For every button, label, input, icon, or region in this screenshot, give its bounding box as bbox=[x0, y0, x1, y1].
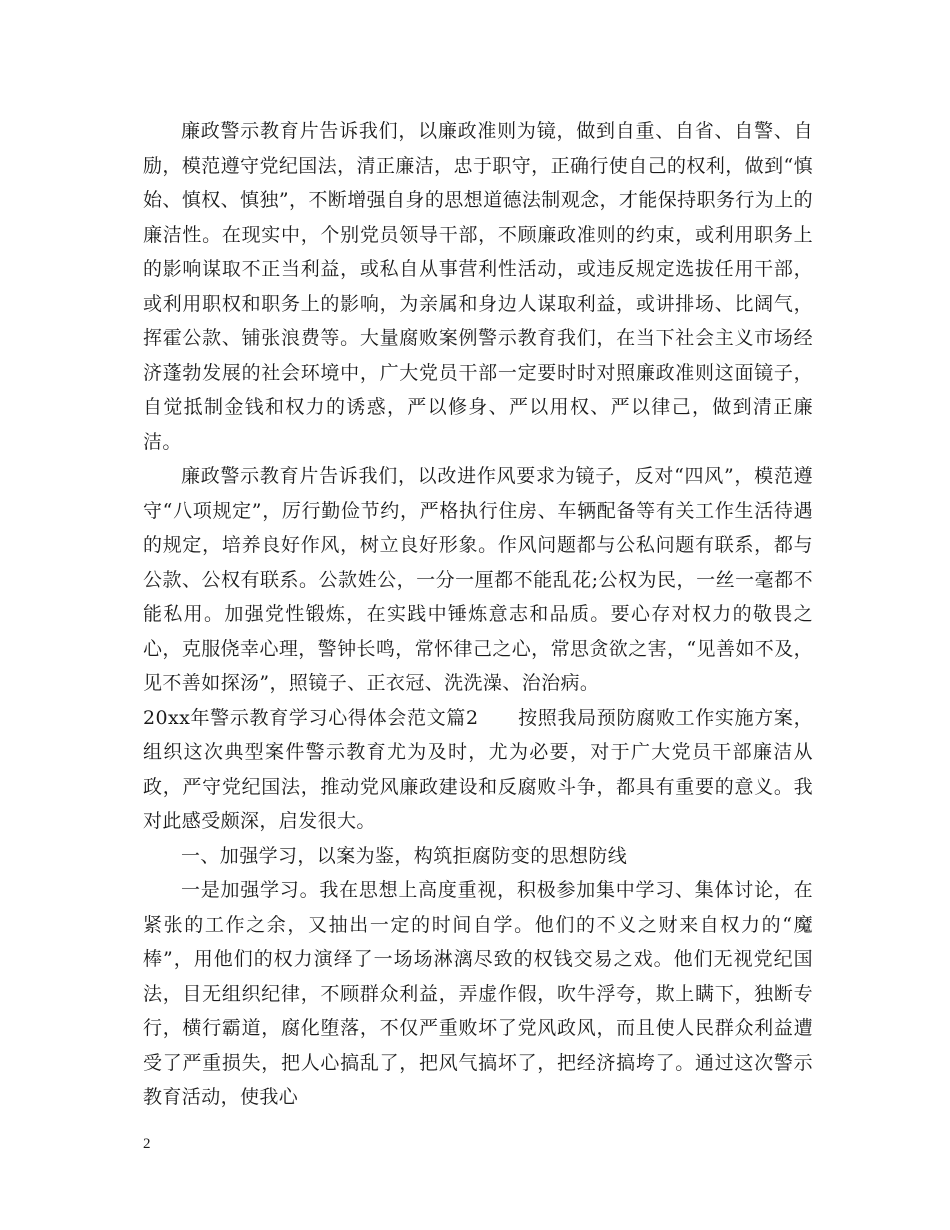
page-number: 2 bbox=[143, 1136, 151, 1152]
document-body bbox=[143, 114, 813, 1115]
section-heading-study: 一、加强学习，以案为鉴，构筑拒腐防变的思想防线 bbox=[181, 844, 628, 867]
paragraph-study: 一是加强学习。我在思想上高度重视，积极参加集中学习、集体讨论，在紧张的工作之余，又抽出一定的时间自学。他们的不义之财来自权力的“魔棒”，用他们的权力演绎了一场场淋漓尽致的权钱交易之戏。他们无视党纪国法，目无组织纪律，不顾群众利益，弄虚作假，吹牛浮夸，欺上瞒下，独断专行，横行霸道，腐化堕落，不仅严重败坏了党风政风，而且使人民群众利益遭受了严重损失，把人心搞乱了，把风气搞坏了，把经济搞垮了。通过这次警示教育活动，使我心 bbox=[143, 879, 813, 1108]
paragraph-mirror-style: 廉政警示教育片告诉我们，以改进作风要求为镜子，反对“四风”，模范遵守“八项规定”，厉行勤俭节约，严格执行住房、车辆配备等有关工作生活待遇的规定，培养良好作风，树立良好形象。作风问题都与公私问题有联系，都与公款、公权有联系。公款姓公，一分一厘都不能乱花;公权为民，一丝一毫都不能私用。加强党性锻炼，在实践中锤炼意志和品质。要心存对权力的敬畏之心，克服侥幸心理，警钟长鸣，常怀律己之心，常思贪欲之害，“见善如不及，见不善如探汤”，照镜子、正衣冠、洗洗澡、治治病。 bbox=[143, 465, 813, 694]
paragraph-article-two-intro: 20xx年警示教育学习心得体会范文篇2 按照我局预防腐败工作实施方案，组织这次典型案件警示教育尤为及时，尤为必要，对于广大党员干部廉洁从政，严守党纪国法，推动党风廉政建设和反腐败斗争，都具有重要的意义。我对此感受颇深，启发很大。 bbox=[143, 706, 813, 832]
paragraph-mirror-integrity: 廉政警示教育片告诉我们，以廉政准则为镜，做到自重、自省、自警、自励，模范遵守党纪国法，清正廉洁，忠于职守，正确行使自己的权利，做到“慎始、慎权、慎独”，不断增强自身的思想道德法制观念，才能保持职务行为上的廉洁性。在现实中，个别党员领导干部，不顾廉政准则的约束，或利用职务上的影响谋取不正当利益，或私自从事营利性活动，或违反规定选拔任用干部，或利用职权和职务上的影响，为亲属和身边人谋取利益，或讲排场、比阔气，挥霍公款、铺张浪费等。大量腐败案例警示教育我们，在当下社会主义市场经济蓬勃发展的社会环境中，广大党员干部一定要时时对照廉政准则这面镜子，自觉抵制金钱和权力的诱惑，严以修身、严以用权、严以律己，做到清正廉洁。 bbox=[143, 120, 813, 453]
